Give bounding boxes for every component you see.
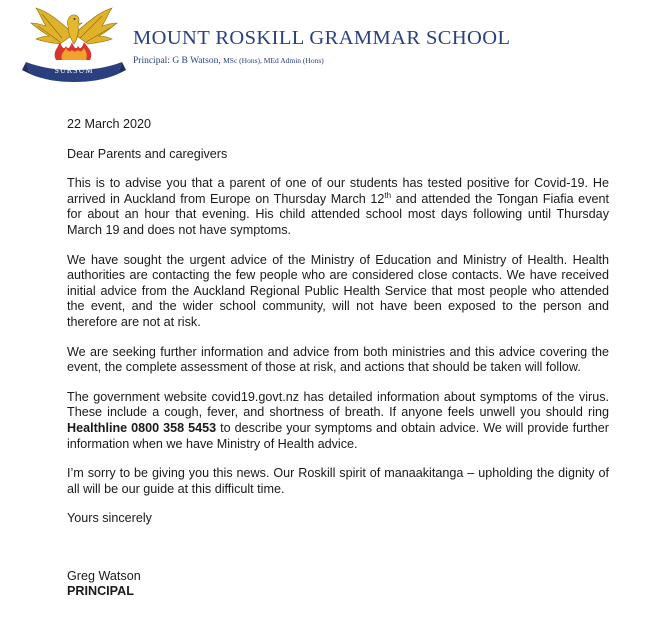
- paragraph-3: We are seeking further information and advice from both ministries and this advice covering the event, the complete assessment of those at risk, and actions that should be taken will follow.: [67, 344, 609, 375]
- paragraph-1-superscript: th: [384, 190, 392, 200]
- signature-name: Greg Watson: [67, 568, 141, 583]
- paragraph-1-part-b: and attended the Tongan Fiafia event for about an hour that evening. His child attended school most days following until Thursday March 19 and does not have symptoms.: [67, 191, 609, 237]
- phoenix-crest-icon: [22, 4, 126, 88]
- letter-greeting: Dear Parents and caregivers: [67, 146, 228, 161]
- letter-body: [67, 117, 609, 600]
- signature-title: PRINCIPAL: [67, 584, 134, 599]
- crest-motto: SURSUM: [54, 66, 94, 75]
- letter-closing: Yours sincerely: [67, 511, 152, 526]
- paragraph-2: We have sought the urgent advice of the Ministry of Education and Ministry of Health. Health authorities are contacting the few people who are considered close contacts. We have received initial advice from the Auckland Regional Public Health Service that most people who attended the event, and the wider school community, will not have been exposed to the person and therefore are not at risk.: [67, 252, 609, 329]
- school-name: MOUNT ROSKILL GRAMMAR SCHOOL: [133, 27, 511, 49]
- letter-date: 22 March 2020: [67, 117, 152, 131]
- principal-qualifications: MSc (Hons), MEd Admin (Hons): [223, 56, 324, 65]
- paragraph-5: I’m sorry to be giving you this news. Our Roskill spirit of manaakitanga – upholding the dignity of all will be our guide at this difficult time.: [67, 466, 609, 496]
- principal-label: Principal: G B Watson,: [133, 56, 221, 66]
- paragraph-4: [67, 390, 609, 452]
- principal-line: [133, 56, 324, 66]
- healthline-number: Healthline 0800 358 5453: [67, 420, 217, 435]
- paragraph-4-part-a: The government website covid19.govt.nz has detailed information about symptoms of the virus. These include a cough, fever, and shortness of breath. If anyone feels unwell you should ring: [67, 389, 609, 420]
- paragraph-1-part-a: This is to advise you that a parent of one of our students has tested positive for Covid-19. He arrived in Auckland from Europe on Thursday March 12: [67, 176, 609, 206]
- paragraph-1: [67, 176, 609, 238]
- paragraph-4-part-b: to describe your symptoms and obtain advice. We will provide further information when we have Ministry of Health advice.: [67, 420, 609, 451]
